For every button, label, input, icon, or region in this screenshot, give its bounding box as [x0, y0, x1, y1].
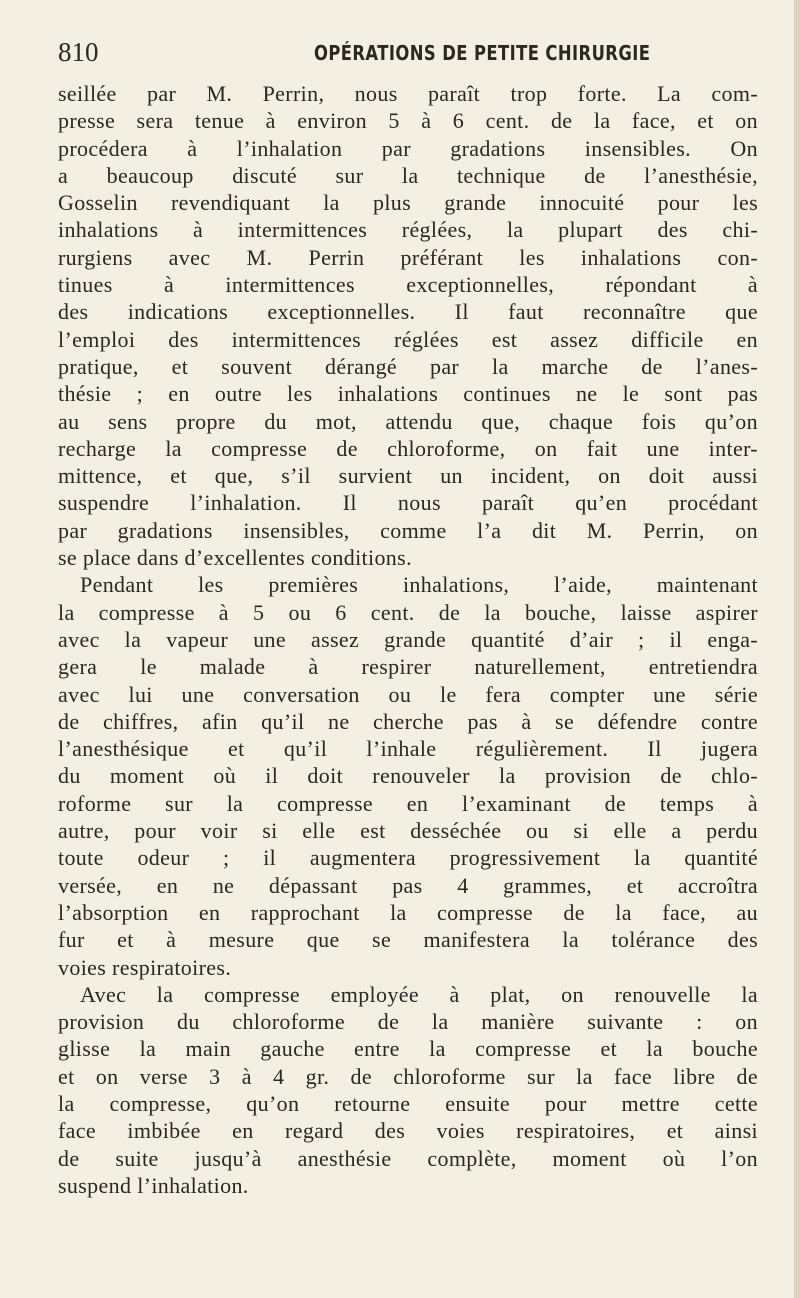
body-text [58, 80, 758, 1199]
text-line: l’emploi des intermittences réglées est assez difficile en [58, 326, 758, 352]
text-line: autre, pour voir si elle est desséchée ou si elle a perdu [58, 818, 758, 844]
text-line: des indications exceptionnelles. Il faut reconnaître que [58, 299, 758, 325]
text-line: la compresse, qu’on retourne ensuite pour mettre cette [58, 1090, 758, 1116]
running-head: OPÉRATIONS DE PETITE CHIRURGIE [314, 41, 651, 65]
text-line: thésie ; en outre les inhalations continues ne le sont pas [58, 381, 758, 407]
text-line: avec la vapeur une assez grande quantité d’air ; il enga- [58, 626, 758, 652]
text-line: roforme sur la compresse en l’examinant de temps à [58, 790, 758, 816]
text-line: toute odeur ; il augmentera progressivement la quantité [58, 845, 758, 871]
text-line: inhalations à intermittences réglées, la plupart des chi- [58, 217, 758, 243]
text-line: de chiffres, afin qu’il ne cherche pas à se défendre contre [58, 708, 758, 734]
text-line: tinues à intermittences exceptionnelles, répondant à [58, 272, 758, 298]
text-line: au sens propre du mot, attendu que, chaque fois qu’on [58, 408, 758, 434]
text-line: mittence, et que, s’il survient un incident, on doit aussi [58, 463, 758, 489]
text-line: avec lui une conversation ou le fera compter une série [58, 681, 758, 707]
text-line: gera le malade à respirer naturellement, entretiendra [58, 654, 758, 680]
text-line: l’anesthésique et qu’il l’inhale régulièrement. Il jugera [58, 736, 758, 762]
text-line: Gosselin revendiquant la plus grande innocuité pour les [58, 190, 758, 216]
text-line: fur et à mesure que se manifestera la tolérance des [58, 927, 758, 953]
page-edge [794, 0, 800, 1298]
text-line: se place dans d’excellentes conditions. [58, 545, 412, 571]
text-line: par gradations insensibles, comme l’a dit M. Perrin, on [58, 517, 758, 543]
text-line: seillée par M. Perrin, nous paraît trop forte. La com- [58, 81, 758, 106]
text-line: de suite jusqu’à anesthésie complète, moment où l’on [58, 1145, 758, 1171]
text-line: voies respiratoires. [58, 954, 232, 980]
text-line: suspendre l’inhalation. Il nous paraît qu’en procédant [58, 490, 758, 516]
text-line: l’absorption en rapprochant la compresse de la face, au [58, 899, 758, 925]
text-line: versée, en ne dépassant pas 4 grammes, et accroîtra [58, 872, 758, 898]
text-line: face imbibée en regard des voies respiratoires, et ainsi [58, 1118, 758, 1144]
text-line: Pendant les premières inhalations, l’aide, maintenant [80, 572, 758, 598]
text-line: procédera à l’inhalation par gradations insensibles. On [58, 135, 758, 161]
text-line: presse sera tenue à environ 5 à 6 cent. de la face, et on [58, 108, 758, 134]
page-number: 810 [58, 37, 99, 67]
text-line: la compresse à 5 ou 6 cent. de la bouche, laisse aspirer [58, 599, 758, 625]
text-line: pratique, et souvent dérangé par la marche de l’anes- [58, 353, 758, 379]
text-line: glisse la main gauche entre la compresse et la bouche [58, 1036, 758, 1062]
page-header [58, 36, 758, 68]
text-line: suspend l’inhalation. [58, 1172, 249, 1198]
text-line: provision du chloroforme de la manière suivante : on [58, 1009, 758, 1035]
text-line: a beaucoup discuté sur la technique de l’anesthésie, [58, 162, 758, 188]
text-line: Avec la compresse employée à plat, on renouvelle la [80, 981, 758, 1007]
text-line: et on verse 3 à 4 gr. de chloroforme sur la face libre de [58, 1063, 758, 1089]
text-line: recharge la compresse de chloroforme, on fait une inter- [58, 435, 758, 461]
text-line: du moment où il doit renouveler la provision de chlo- [58, 763, 758, 789]
text-line: rurgiens avec M. Perrin préférant les inhalations con- [58, 244, 758, 270]
